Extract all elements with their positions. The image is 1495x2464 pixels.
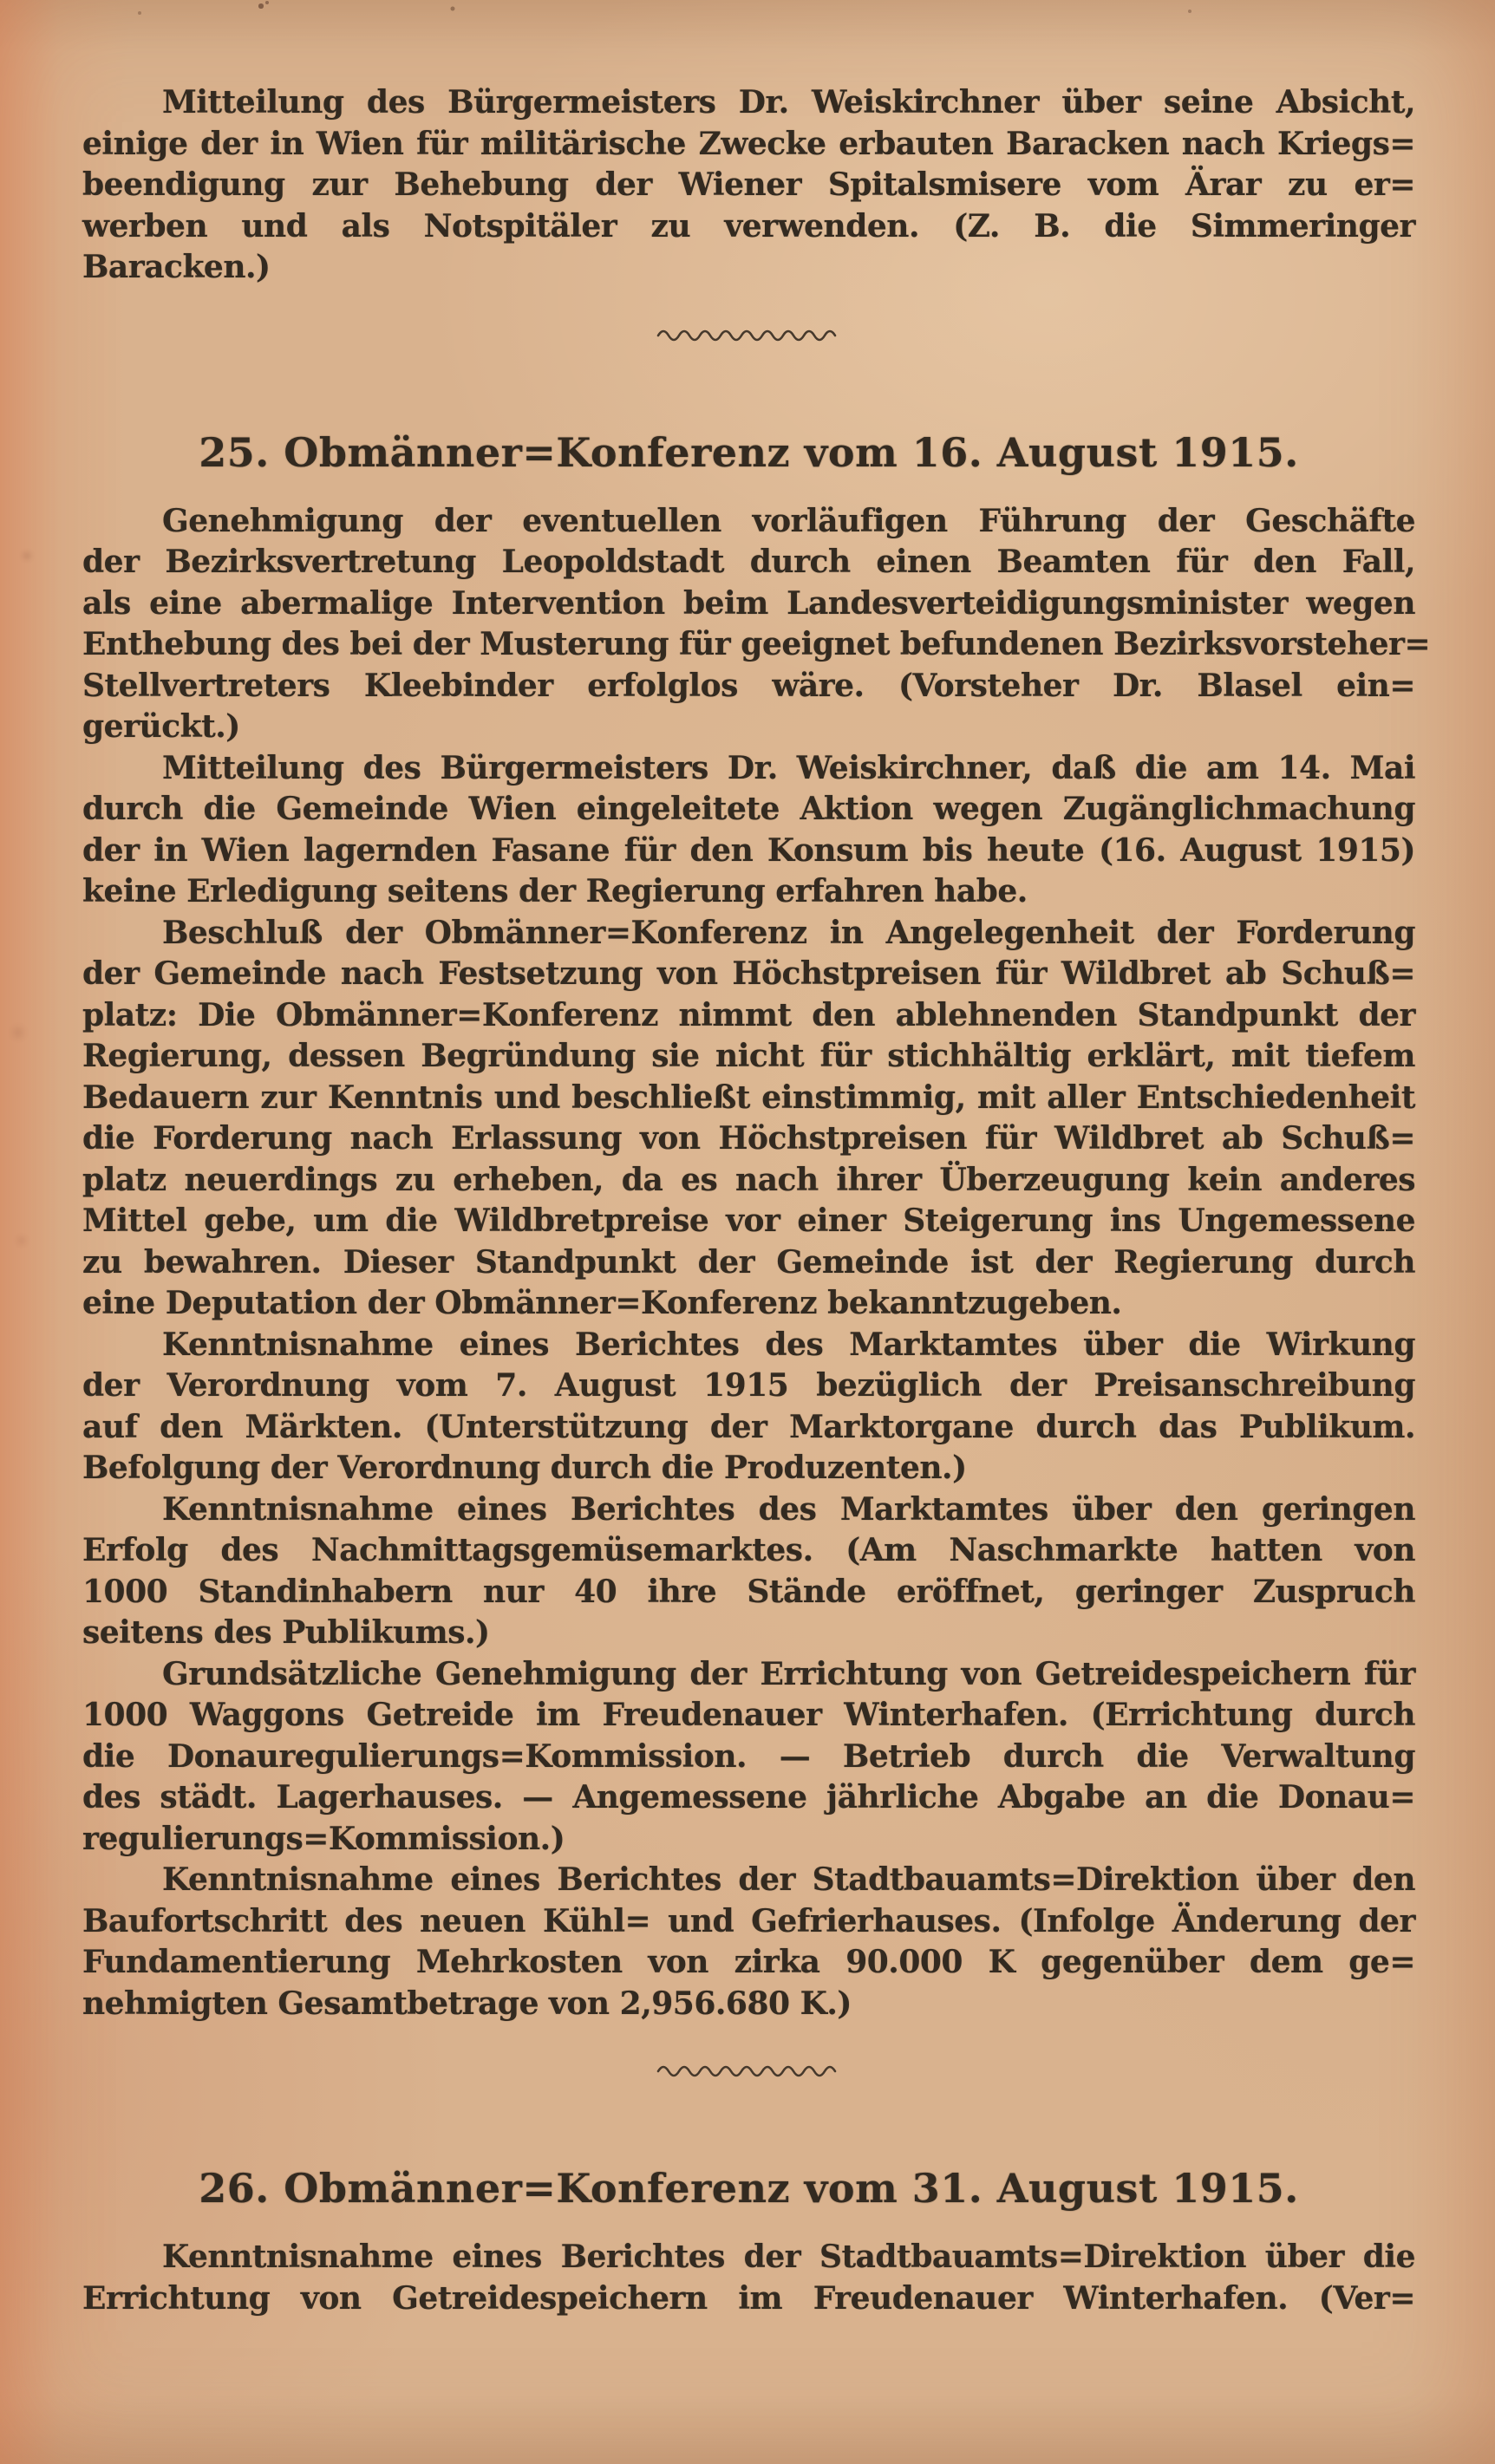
paragraph-line: Beschluß der Obmänner=Konferenz in Angelegenheit der Forderung xyxy=(162,914,1415,951)
paragraph xyxy=(82,501,1431,748)
paragraph-line: Erfolg des Nachmittagsgemüsemarktes. (Am Naschmarkte hatten von xyxy=(82,1532,1415,1568)
paragraph-line: Grundsätzliche Genehmigung der Errichtung von Getreidespeichern für xyxy=(162,1655,1415,1692)
paragraph-line: die Donauregulierungs=Kommission. — Betrieb durch die Verwaltung xyxy=(82,1737,1415,1775)
paragraph-line: durch die Gemeinde Wien eingeleitete Aktion wegen Zugänglichmachung xyxy=(82,791,1415,827)
paragraph-line: eine Deputation der Obmänner=Konferenz bekanntzugeben. xyxy=(82,1285,1122,1321)
paragraph-line: seitens des Publikums.) xyxy=(82,1614,490,1651)
paragraph-line: nehmigten Gesamtbetrage von 2,956.680 K.) xyxy=(82,1985,852,2022)
paragraph-line: Kenntnisnahme eines Berichtes der Stadtbauamts=Direktion über den xyxy=(162,1861,1415,1898)
paragraph-line: keine Erledigung seitens der Regierung erfahren habe. xyxy=(82,873,1028,909)
paragraph xyxy=(82,82,1415,289)
section-heading: 25. Obmänner=Konferenz vom 16. August 1915. xyxy=(199,428,1299,476)
paragraph-line: Fundamentierung Mehrkosten von zirka 90.000 K gegenüber dem ge= xyxy=(82,1944,1415,1980)
paragraph xyxy=(82,1860,1415,2024)
paragraph-line: Regierung, dessen Begründung sie nicht für stichhältig erklärt, mit tiefem xyxy=(82,1038,1415,1074)
paragraph-line: des städt. Lagerhauses. — Angemessene jährliche Abgabe an die Donau= xyxy=(82,1779,1415,1815)
paragraph-line: Stellvertreters Kleebinder erfolglos wäre. (Vorsteher Dr. Blasel ein= xyxy=(82,667,1415,704)
paragraph xyxy=(82,1325,1415,1489)
paragraph-line: Baufortschritt des neuen Kühl= und Gefrierhauses. (Infolge Änderung der xyxy=(82,1902,1415,1939)
paragraph-line: Mitteilung des Bürgermeisters Dr. Weiskirchner über seine Absicht, xyxy=(162,84,1415,121)
paragraph-line: der Gemeinde nach Festsetzung von Höchstpreisen für Wildbret ab Schuß= xyxy=(82,955,1415,992)
paragraph-line: Kenntnisnahme eines Berichtes der Stadtbauamts=Direktion über die xyxy=(162,2239,1415,2275)
paragraph-line: die Forderung nach Erlassung von Höchstpreisen für Wildbret ab Schuß= xyxy=(82,1120,1415,1157)
squiggle-divider-icon xyxy=(656,328,842,342)
page-text xyxy=(82,82,1431,2319)
paragraph-line: 1000 Standinhabern nur 40 ihre Stände eröffnet, geringer Zuspruch xyxy=(82,1573,1415,1610)
paragraph xyxy=(82,913,1415,1325)
paragraph xyxy=(82,2237,1415,2319)
paragraph-line: Bedauern zur Kenntnis und beschließt einstimmig, mit aller Entschiedenheit xyxy=(82,1079,1415,1116)
section-heading: 26. Obmänner=Konferenz vom 31. August 1915. xyxy=(199,2165,1299,2212)
paragraph xyxy=(82,1489,1415,1654)
ink-specks-icon xyxy=(0,0,2,2)
paragraph-line: Enthebung des bei der Musterung für geeignet befundenen Bezirksvorsteher= xyxy=(82,626,1431,662)
paragraph xyxy=(82,1654,1415,1861)
paragraph-line: Errichtung von Getreidespeichern im Freudenauer Winterhafen. (Ver= xyxy=(82,2279,1415,2317)
paragraph-line: gerückt.) xyxy=(82,708,240,745)
section-divider xyxy=(82,2063,1415,2077)
paragraph-line: Mittel gebe, um die Wildbretpreise vor einer Steigerung ins Ungemessene xyxy=(82,1203,1415,1239)
paragraph-line: 1000 Waggons Getreide im Freudenauer Winterhafen. (Errichtung durch xyxy=(82,1697,1415,1733)
paragraph-line: als eine abermalige Intervention beim Landesverteidigungsminister wegen xyxy=(82,584,1415,622)
paragraph-line: Kenntnisnahme eines Berichtes des Marktamtes über den geringen xyxy=(162,1490,1415,1528)
paragraph-line: zu bewahren. Dieser Standpunkt der Gemeinde ist der Regierung durch xyxy=(82,1243,1415,1281)
paragraph-line: Mitteilung des Bürgermeisters Dr. Weiskirchner, daß die am 14. Mai xyxy=(162,749,1415,786)
paragraph-line: der in Wien lagernden Fasane für den Konsum bis heute (16. August 1915) xyxy=(82,831,1415,869)
paragraph-line: regulierungs=Kommission.) xyxy=(82,1820,565,1857)
squiggle-divider-icon xyxy=(656,2063,842,2077)
paragraph-line: Befolgung der Verordnung durch die Produzenten.) xyxy=(82,1450,967,1486)
paragraph-line: Baracken.) xyxy=(82,249,271,285)
paragraph-line: Kenntnisnahme eines Berichtes des Marktamtes über die Wirkung xyxy=(162,1326,1415,1363)
paragraph-line: auf den Märkten. (Unterstützung der Marktorgane durch das Publikum. xyxy=(82,1408,1415,1445)
paragraph-line: beendigung zur Behebung der Wiener Spitalsmisere vom Ärar zu er= xyxy=(82,166,1415,203)
paragraph-line: der Bezirksvertretung Leopoldstadt durch einen Beamten für den Fall, xyxy=(82,544,1415,580)
paragraph xyxy=(82,748,1415,913)
paragraph-line: einige der in Wien für militärische Zwecke erbauten Baracken nach Kriegs= xyxy=(82,125,1415,162)
paragraph-line: werben und als Notspitäler zu verwenden. (Z. B. die Simmeringer xyxy=(82,207,1415,244)
section-divider xyxy=(82,328,1415,342)
paragraph-line: der Verordnung vom 7. August 1915 bezüglich der Preisanschreibung xyxy=(82,1367,1415,1404)
paragraph-line: platz: Die Obmänner=Konferenz nimmt den ablehnenden Standpunkt der xyxy=(82,996,1415,1033)
paragraph-line: Genehmigung der eventuellen vorläufigen Führung der Geschäfte xyxy=(162,502,1415,539)
paragraph-line: platz neuerdings zu erheben, da es nach ihrer Überzeugung kein anderes xyxy=(82,1161,1415,1198)
